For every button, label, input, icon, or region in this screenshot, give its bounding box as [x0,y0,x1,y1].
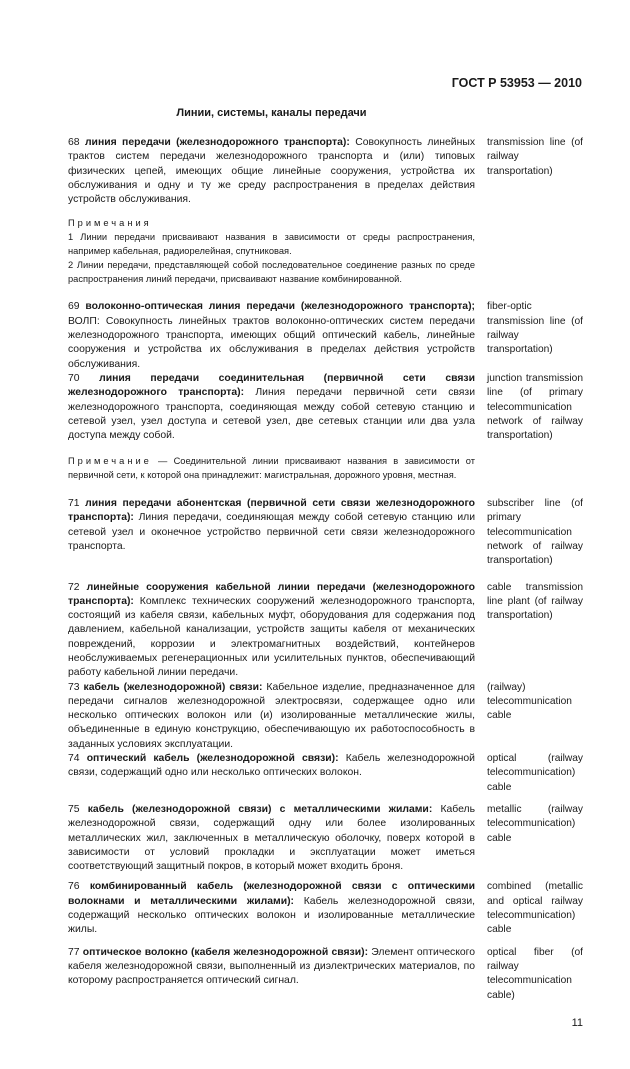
english-equivalent: optical (railway telecommunication) cable [487,753,583,793]
term-number: 71 [68,498,80,510]
term-name: оптический кабель (железнодорожной связи): [86,753,339,765]
term-entry [68,497,475,568]
note-text: — Соединительной линии присваивают названия в зависимости от первичной сети, к которой она принадлежит: магистральная, дорожного уровня, местная. [68,456,475,481]
section-title: Линии, системы, каналы передачи [176,107,367,119]
note-item: 1 Линии передачи присваивают названия в зависимости от среды распространения, например кабельная, радиорелейная, спутниковая. [68,232,475,257]
term-name: оптическое волокно (кабеля железнодорожной связи): [82,946,369,958]
term-number: 69 [68,301,80,313]
term-name: комбинированный кабель (железнодорожной связи с оптическими волокнами и металлическими жилами): [68,881,475,907]
term-row [68,946,583,1003]
page-number: 11 [571,1016,583,1029]
term-row [68,803,583,874]
term-entry [68,946,475,1003]
document-header: ГОСТ Р 53953 — 2010 [451,76,582,90]
term-entry [68,752,475,795]
note-70 [68,455,475,483]
term-number: 70 [68,372,80,384]
english-equivalent: (railway) telecommunication cable [487,681,572,722]
term-definition: Линия передачи, соединяющая между собой сетевую станцию или сетевой узел и оконечное устройство первичной сети связи железнодорожного транспорта. [68,512,475,552]
term-entry [68,372,475,443]
term-number: 77 [68,946,80,958]
term-row [68,752,583,795]
term-number: 74 [68,753,80,765]
english-equivalent: cable transmission line plant (of railway transportation) [487,581,583,622]
term-number: 76 [68,881,80,893]
term-number: 72 [68,581,80,593]
term-row [68,136,583,207]
term-name: волоконно-оптическая линия передачи (железнодорожного транспорта); [85,301,475,313]
note-70-row [68,455,583,483]
english-equivalent: subscriber line (of primary telecommunication network of railway transportation) [487,498,583,567]
term-row [68,497,583,568]
term-name: кабель (железнодорожной связи) с металлическими жилами: [87,803,433,815]
term-number: 68 [68,137,80,148]
term-definition: Кабель железнодорожной связи, содержащий несколько оптических волокон и изолированные металлические жилы. [68,895,476,936]
term-entry [68,803,475,874]
english-equivalent: optical fiber (of railway telecommunication cable) [487,946,583,1001]
notes-label: Примечания [68,218,152,229]
term-row [68,880,583,937]
english-equivalent: junction transmission line (of primary telecommunication network of railway transportation) [487,372,583,442]
term-entries [68,136,583,1003]
term-definition: Элемент оптического кабеля железнодорожной связи, выполненный из диэлектрических материалов, по которому распространяется оптический сигнал. [68,946,476,987]
term-name: линия передачи (железнодорожного транспорта): [84,137,350,148]
term-entry [68,681,475,752]
term-definition: Кабель железнодорожной связи, содержащий одно или несколько оптических волокон. [68,753,475,779]
notes-68 [68,217,475,286]
term-definition: Линия передачи первичной сети связи железнодорожного транспорта, соединяющая между собой сетевую станцию и сетевой узел, узел доступа и сетевой узел, две сетевых станции или два узла доступа между собой. [68,387,475,442]
term-row [68,581,583,681]
term-entry [68,136,475,207]
english-equivalent: transmission line (of railway transportation) [487,137,583,177]
term-entry [68,880,475,937]
term-row [68,372,583,443]
english-equivalent: fiber-optic transmission line (of railway transportation) [487,301,583,356]
term-name: кабель (железнодорожной) связи: [83,681,263,693]
term-definition: Совокупность линейных трактов систем передачи железнодорожного транспорта и (или) типовых физических цепей, имеющих общие линейные сооружения, устройства их обслуживания и одну и ту же среду распространения в пределах действия устройств обслуживания. [68,137,476,206]
term-entry [68,581,475,681]
term-entry [68,300,475,371]
term-definition: Комплекс технических сооружений железнодорожного транспорта, состоящий из кабеля связи, кабельных муфт, оборудования для содержания под давлением, кабельной канализации, устройств защиты кабеля от механических повреждений, коррозии и электромагнитных воздействий, контейнеров необслуживаемых регенерационных или усилительных пунктов, обеспечивающий работу кабельной линии передачи. [68,595,475,679]
term-name: линия передачи абонентская (первичной сети связи железнодорожного транспорта): [68,498,475,524]
term-definition: Кабельное изделие, предназначенное для передачи сигналов железнодорожной электросвязи, содержащее одно или несколько оптических волокон или (и) изолированные металлические жилы, объединенные в единую конструкцию, обеспечивающую их работоспособность в заданных условиях эксплуатации. [68,681,475,750]
term-name: линия передачи соединительная (первичной сети связи железнодорожного транспорта): [68,372,475,399]
page-content [68,136,583,1069]
term-number: 75 [68,803,80,815]
term-row [68,300,583,371]
note-label: Примечание [68,456,152,467]
term-name: линейные сооружения кабельной линии передачи (железнодорожного транспорта): [68,581,476,607]
english-equivalent: combined (metallic and optical railway telecommunication) cable [487,881,583,936]
term-row [68,681,583,752]
note-item: 2 Линии передачи, представляющей собой последовательное соединение разных по среде распространения линий передачи, присваивают название комбинированной. [68,259,475,284]
term-number: 73 [68,681,80,693]
term-definition: Кабель железнодорожной связи, содержащий одну или более изолированных металлических жил, заключенных в металлическую оболочку, поверх которой в зависимости от условий прокладки и эксплуатации может иметься соответствующий защитный покров, в который может входить броня. [68,803,476,873]
term-definition: ВОЛП: Совокупность линейных трактов волоконно-оптических систем передачи железнодорожного транспорта, имеющих общий оптический кабель, линейные сооружения и устройства их обслуживания в пределах действия устройств обслуживания. [68,315,475,370]
english-equivalent: metallic (railway telecommunication) cable [487,803,583,844]
notes-68-row [68,217,583,286]
